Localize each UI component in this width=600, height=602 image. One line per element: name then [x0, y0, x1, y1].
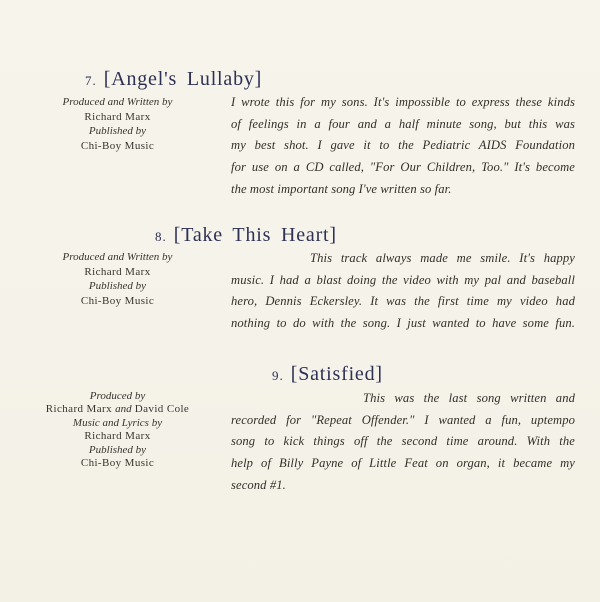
commentary-line: nothing to do with the song. I just wanted to have some fun. — [231, 316, 575, 331]
song-heading-take-this-heart — [155, 223, 337, 249]
commentary-line: hero, Dennis Eckersley. It was the first time my video had — [231, 294, 575, 309]
credit-label: Published by — [88, 280, 147, 292]
credit-name: Richard Marx — [84, 110, 151, 123]
song-title: [Take This Heart] — [173, 224, 337, 246]
song-number: 7. — [85, 73, 97, 88]
credit-name: Chi-Boy Music — [80, 457, 155, 470]
commentary-line: for use on a CD called, "For Our Children, Too." It's become — [231, 160, 575, 175]
credit-conjunction: and — [115, 403, 132, 416]
credit-label: Produced and Written by — [62, 96, 173, 108]
song-heading-angels-lullaby — [85, 67, 262, 93]
commentary-line: of feelings in a four and a half minute song, but this was — [231, 116, 575, 131]
credit-name-part: David Cole — [134, 403, 190, 416]
song-number: 8. — [155, 229, 167, 244]
commentary-angels-lullaby — [231, 92, 575, 200]
song-title: [Angel's Lullaby] — [103, 68, 263, 90]
commentary-satisfied — [231, 388, 575, 496]
commentary-line: This track always made me smile. It's happy — [310, 251, 575, 265]
credits-block-angels-lullaby — [25, 95, 210, 153]
credit-label: Published by — [88, 443, 147, 456]
commentary-line: help of Billy Payne of Little Feat on organ, it became my — [231, 456, 575, 471]
credit-label: Music and Lyrics by — [72, 416, 163, 429]
commentary-line: music. I had a blast doing the video with my pal and baseball — [231, 272, 575, 287]
credit-name: Chi-Boy Music — [80, 294, 155, 307]
credit-name: Richard Marx — [84, 430, 151, 443]
credit-name — [25, 403, 210, 416]
credit-name: Richard Marx — [84, 265, 151, 278]
song-number: 9. — [272, 368, 284, 383]
commentary-line: the most important song I've written so far. — [231, 181, 452, 196]
commentary-line: I wrote this for my sons. It's impossible to express these kinds — [231, 95, 575, 109]
credit-label: Produced and Written by — [62, 251, 173, 263]
commentary-line: song to kick things off the second time around. With the — [231, 434, 575, 449]
song-heading-satisfied — [272, 362, 383, 388]
credits-block-satisfied — [25, 390, 210, 470]
credits-block-take-this-heart — [25, 250, 210, 308]
commentary-line: my best shot. I gave it to the Pediatric AIDS Foundation — [231, 138, 575, 153]
commentary-line: This was the last song written and — [363, 391, 575, 405]
credit-name: Chi-Boy Music — [80, 139, 155, 152]
song-title: [Satisfied] — [290, 363, 383, 385]
commentary-line: recorded for "Repeat Offender." I wanted a fun, uptempo — [231, 412, 575, 427]
commentary-line: second #1. — [231, 477, 286, 492]
credit-name-part: Richard Marx — [45, 403, 112, 416]
commentary-take-this-heart — [231, 248, 575, 335]
credit-label: Published by — [88, 125, 147, 137]
credit-label: Produced by — [89, 390, 146, 402]
